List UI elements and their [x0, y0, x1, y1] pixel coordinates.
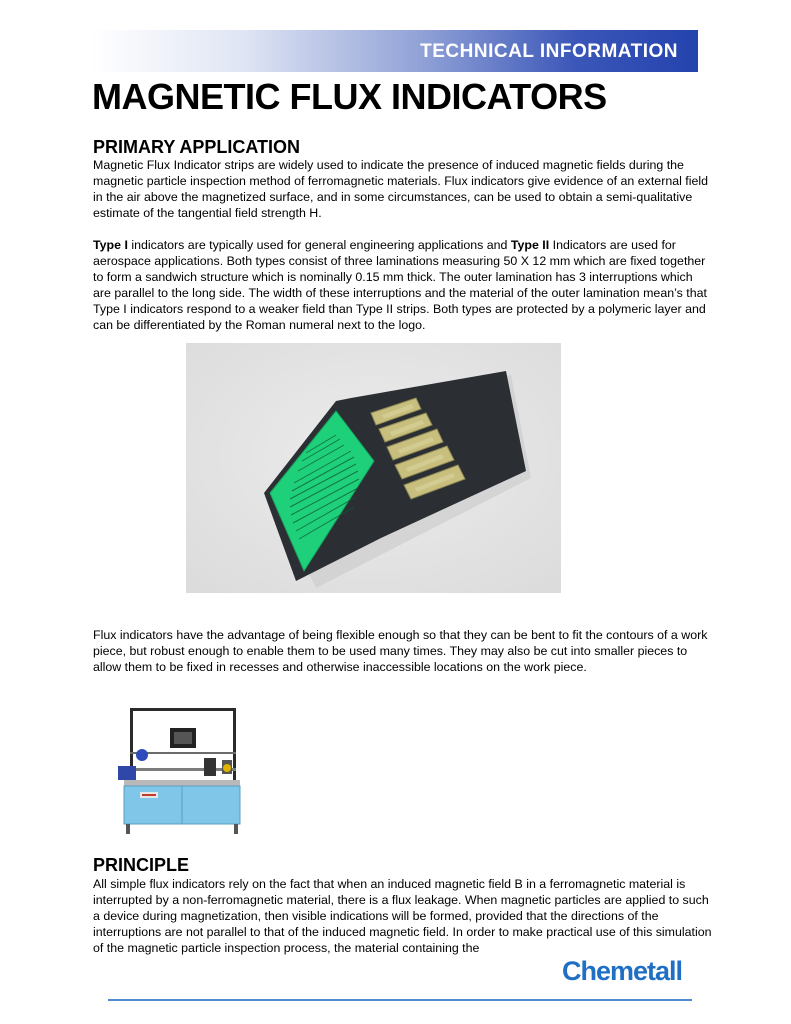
wallet-illustration	[186, 343, 561, 593]
bench-illustration	[112, 706, 252, 836]
paragraph-primary-2-part-a: indicators are typically used for general engineering applications and	[127, 238, 511, 252]
header-label: TECHNICAL INFORMATION	[420, 41, 678, 62]
header-band	[92, 30, 698, 72]
section-heading-principle: PRINCIPLE	[93, 855, 190, 875]
paragraph-primary-2-part-b: Indicators are used for aerospace applications. Both types consist of three laminations measuring 50 X 12 mm which are fixed together to form a sandwich structure which is nominally 0.15 mm thick. The outer lamination has 3 interruptions which are parallel to the long side. The width of these interruptions and the material of the outer lamination mean’s that Type I indicators respond to a weaker field than Type II strips. Both types are protected by a polymeric layer and can be differentiated by the Roman numeral next to the logo.	[93, 238, 707, 332]
inspection-bench-photo	[112, 706, 252, 836]
footer-divider	[108, 999, 692, 1001]
section-heading-primary: PRIMARY APPLICATION	[93, 137, 301, 157]
page-title: MAGNETIC FLUX INDICATORS	[92, 76, 607, 117]
chemetall-logo: Chemetall	[562, 956, 683, 986]
flux-indicator-wallet-photo	[186, 343, 561, 593]
paragraph-principle-1: All simple flux indicators rely on the fact that when an induced magnetic field B in a ferromagnetic material is interrupted by a non-ferromagnetic material, there is a flux leakage. When magnetic particles are applied to such a device during magnetization, then visible indications will be formed, provided that the directions of the interruptions are not parallel to that of the induced magnetic field. In order to make practical use of this simulation of the magnetic particle inspection process, the material containing the	[93, 877, 712, 955]
type2-label: Type II	[510, 238, 550, 252]
paragraph-primary-3: Flux indicators have the advantage of being flexible enough so that they can be bent to fit the contours of a work piece, but robust enough to enable them to be used many times. They may also be cut into smaller pieces to allow them to be fixed in recesses and otherwise inaccessible locations on the work piece.	[93, 628, 708, 674]
type1-label: Type I	[93, 238, 128, 252]
paragraph-primary-2	[93, 237, 713, 333]
paragraph-primary-1: Magnetic Flux Indicator strips are widely used to indicate the presence of induced magnetic fields during the magnetic particle inspection method of ferromagnetic materials. Flux indicators give evidence of an external field in the air above the magnetized surface, and in some circumstances, can be used to obtain a semi-qualitative estimate of the tangential field strength H.	[93, 158, 709, 220]
